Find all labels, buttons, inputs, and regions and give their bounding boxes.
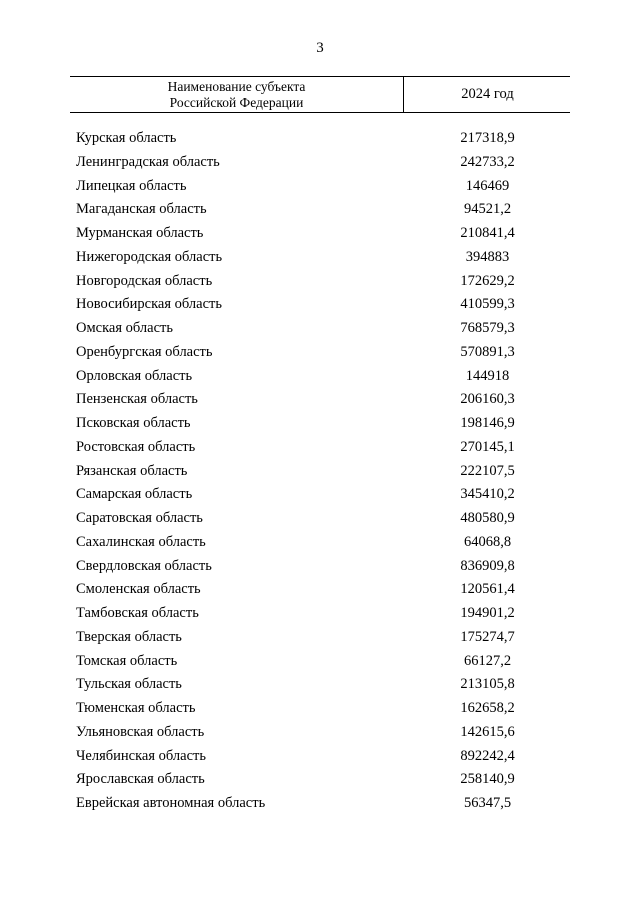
table-row	[0, 792, 640, 816]
header-year-column: 2024 год	[461, 86, 514, 102]
table-row	[0, 650, 640, 674]
table-row	[0, 531, 640, 555]
region-value: 198146,9	[460, 415, 515, 431]
region-name: Челябинская область	[76, 747, 206, 764]
table-row	[0, 175, 640, 199]
region-value: 146469	[465, 177, 510, 194]
region-name: Ростовская область	[76, 438, 196, 455]
region-name: Курская область	[76, 130, 177, 146]
table-row	[0, 507, 640, 531]
table-row	[0, 578, 640, 602]
table-row	[0, 222, 640, 246]
table-row	[0, 768, 640, 792]
table-row	[0, 270, 640, 294]
region-value: 206160,3	[460, 391, 515, 408]
region-value: 194901,2	[460, 605, 515, 621]
region-name: Рязанская область	[76, 462, 188, 479]
table-row	[0, 436, 640, 460]
table-header	[70, 76, 570, 113]
region-name: Омская область	[76, 320, 173, 336]
region-value: 410599,3	[460, 296, 515, 313]
table-row	[0, 365, 640, 389]
region-value: 570891,3	[460, 343, 515, 360]
table-row	[0, 388, 640, 412]
region-name: Новосибирская область	[76, 296, 222, 313]
table-row	[0, 293, 640, 317]
region-name: Ярославская область	[76, 771, 205, 788]
region-value: 120561,4	[460, 581, 515, 598]
region-name: Орловская область	[76, 367, 193, 384]
region-value: 94521,2	[463, 201, 512, 218]
table-body	[0, 127, 640, 816]
header-region-line1: Наименование субъекта	[167, 79, 306, 94]
region-name: Магаданская область	[76, 201, 207, 218]
region-value: 56347,5	[463, 795, 512, 811]
region-value: 270145,1	[460, 438, 515, 455]
region-name: Новгородская область	[76, 272, 213, 289]
region-name: Еврейская автономная область	[76, 795, 266, 811]
table-row	[0, 721, 640, 745]
table-row	[0, 626, 640, 650]
region-name: Тамбовская область	[76, 605, 199, 621]
region-name: Тульская область	[76, 676, 182, 693]
table-row	[0, 602, 640, 626]
region-name: Саратовская область	[76, 510, 203, 526]
region-name: Ульяновская область	[76, 723, 205, 740]
region-value: 222107,5	[460, 462, 515, 479]
table-row	[0, 127, 640, 151]
region-value: 892242,4	[460, 747, 515, 764]
table-row	[0, 745, 640, 769]
page-number: 3	[316, 40, 324, 56]
region-name: Свердловская область	[76, 557, 212, 574]
region-name: Самарская область	[76, 486, 193, 503]
region-value: 394883	[465, 248, 510, 265]
region-value: 258140,9	[460, 771, 515, 788]
region-value: 175274,7	[460, 628, 515, 645]
region-name: Пензенская область	[76, 391, 198, 408]
region-value: 210841,4	[460, 225, 515, 241]
table-row	[0, 483, 640, 507]
region-value: 66127,2	[463, 652, 512, 669]
region-name: Оренбургская область	[76, 343, 213, 360]
table-row	[0, 697, 640, 721]
table-row	[0, 555, 640, 579]
table-row	[0, 460, 640, 484]
region-name: Мурманская область	[76, 225, 204, 241]
region-value: 144918	[465, 367, 510, 384]
header-region-line2: Российской Федерации	[169, 95, 304, 110]
region-value: 836909,8	[460, 557, 515, 574]
table-row	[0, 198, 640, 222]
region-value: 142615,6	[460, 723, 515, 740]
region-value: 217318,9	[460, 130, 515, 146]
region-value: 480580,9	[460, 510, 515, 526]
region-name: Смоленская область	[76, 581, 201, 598]
table-row	[0, 673, 640, 697]
header-region-column	[70, 77, 404, 112]
region-value: 64068,8	[463, 533, 512, 550]
region-name: Сахалинская область	[76, 533, 206, 550]
table-row	[0, 412, 640, 436]
region-name: Липецкая область	[76, 177, 187, 194]
region-name: Тверская область	[76, 628, 182, 645]
region-value: 162658,2	[460, 700, 515, 716]
region-value: 242733,2	[460, 153, 515, 170]
region-name: Томская область	[76, 652, 178, 669]
region-value: 345410,2	[460, 486, 515, 503]
table-row	[0, 151, 640, 175]
region-value: 172629,2	[460, 272, 515, 289]
table-row	[0, 246, 640, 270]
region-value: 213105,8	[460, 676, 515, 693]
region-name: Ленинградская область	[76, 153, 220, 170]
region-name: Тюменская область	[76, 700, 196, 716]
region-name: Нижегородская область	[76, 248, 223, 265]
region-name: Псковская область	[76, 415, 191, 431]
table-row	[0, 317, 640, 341]
region-value: 768579,3	[460, 320, 515, 336]
table-row	[0, 341, 640, 365]
